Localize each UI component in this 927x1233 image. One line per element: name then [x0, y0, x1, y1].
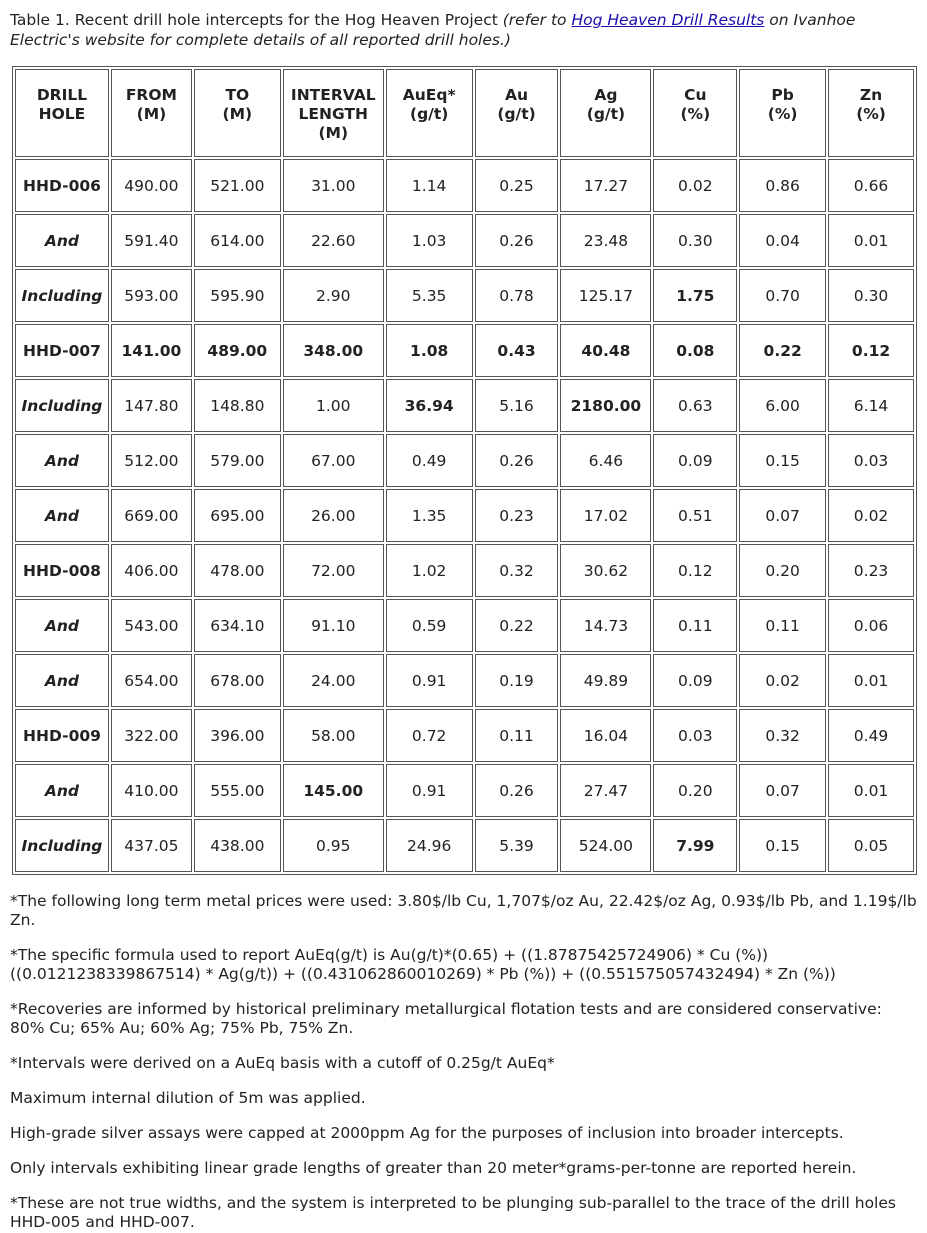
aueq-cell: 1.35	[386, 489, 473, 542]
from-cell: 410.00	[111, 764, 192, 817]
interval-length-cell: 0.95	[283, 819, 384, 872]
footnote: *Intervals were derived on a AuEq basis with a cutoff of 0.25g/t AuEq*	[10, 1054, 555, 1072]
ag-cell: 17.02	[560, 489, 651, 542]
ag-cell: 6.46	[560, 434, 651, 487]
au-cell: 5.39	[475, 819, 559, 872]
from-cell: 512.00	[111, 434, 192, 487]
table-row	[15, 159, 914, 212]
table-row	[15, 324, 914, 377]
header-line: Pb	[771, 86, 794, 104]
interval-qualifier-cell: Including	[15, 379, 109, 432]
interval-qualifier-cell: And	[15, 489, 109, 542]
header-line: Ag	[594, 86, 618, 104]
au-cell: 0.43	[475, 324, 559, 377]
au-cell: 0.25	[475, 159, 559, 212]
cu-cell: 0.09	[653, 654, 737, 707]
drill-hole-cell: HHD-007	[15, 324, 109, 377]
to-cell: 595.90	[194, 269, 281, 322]
caption-note-start: (refer to	[502, 11, 572, 29]
header-line: (%)	[856, 105, 886, 123]
pb-cell: 0.07	[739, 764, 826, 817]
table-body	[15, 159, 914, 872]
cu-cell: 0.12	[653, 544, 737, 597]
from-cell: 437.05	[111, 819, 192, 872]
table-row	[15, 599, 914, 652]
cu-cell: 0.11	[653, 599, 737, 652]
table-row	[15, 819, 914, 872]
header-line: (g/t)	[497, 105, 536, 123]
interval-length-cell: 91.10	[283, 599, 384, 652]
interval-length-cell: 348.00	[283, 324, 384, 377]
header-drill-hole	[15, 69, 109, 157]
au-cell: 5.16	[475, 379, 559, 432]
from-cell: 591.40	[111, 214, 192, 267]
caption-note-end: on Ivanhoe Electric's website for complete details of all reported drill holes.)	[10, 11, 856, 49]
interval-length-cell: 145.00	[283, 764, 384, 817]
drill-hole-cell: HHD-009	[15, 709, 109, 762]
from-cell: 669.00	[111, 489, 192, 542]
aueq-cell: 1.03	[386, 214, 473, 267]
aueq-cell: 0.72	[386, 709, 473, 762]
au-cell: 0.78	[475, 269, 559, 322]
pb-cell: 0.15	[739, 819, 826, 872]
pb-cell: 0.11	[739, 599, 826, 652]
header-line: LENGTH	[298, 105, 368, 123]
cu-cell: 0.30	[653, 214, 737, 267]
from-cell: 543.00	[111, 599, 192, 652]
table-row	[15, 434, 914, 487]
header-from	[111, 69, 192, 157]
zn-cell: 0.01	[828, 764, 914, 817]
interval-length-cell: 24.00	[283, 654, 384, 707]
pb-cell: 6.00	[739, 379, 826, 432]
zn-cell: 0.06	[828, 599, 914, 652]
header-line: INTERVAL	[290, 86, 376, 104]
ag-cell: 27.47	[560, 764, 651, 817]
au-cell: 0.26	[475, 764, 559, 817]
au-cell: 0.22	[475, 599, 559, 652]
drill-hole-cell: HHD-006	[15, 159, 109, 212]
aueq-cell: 1.08	[386, 324, 473, 377]
ag-cell: 23.48	[560, 214, 651, 267]
pb-cell: 0.02	[739, 654, 826, 707]
aueq-cell: 0.91	[386, 654, 473, 707]
table-row	[15, 764, 914, 817]
pb-cell: 0.32	[739, 709, 826, 762]
from-cell: 593.00	[111, 269, 192, 322]
to-cell: 555.00	[194, 764, 281, 817]
cu-cell: 0.51	[653, 489, 737, 542]
from-cell: 141.00	[111, 324, 192, 377]
aueq-cell: 5.35	[386, 269, 473, 322]
table-header-row	[15, 69, 914, 157]
au-cell: 0.11	[475, 709, 559, 762]
to-cell: 478.00	[194, 544, 281, 597]
aueq-cell: 1.02	[386, 544, 473, 597]
header-to	[194, 69, 281, 157]
header-line: Au	[505, 86, 529, 104]
table-row	[15, 269, 914, 322]
au-cell: 0.26	[475, 214, 559, 267]
ag-cell: 125.17	[560, 269, 651, 322]
interval-qualifier-cell: And	[15, 764, 109, 817]
header-line: HOLE	[38, 105, 86, 123]
aueq-cell: 0.59	[386, 599, 473, 652]
zn-cell: 0.01	[828, 214, 914, 267]
footnote: High-grade silver assays were capped at 2000ppm Ag for the purposes of inclusion into broader intercepts.	[10, 1124, 844, 1142]
pb-cell: 0.04	[739, 214, 826, 267]
interval-qualifier-cell: Including	[15, 269, 109, 322]
zn-cell: 0.12	[828, 324, 914, 377]
to-cell: 438.00	[194, 819, 281, 872]
interval-length-cell: 22.60	[283, 214, 384, 267]
zn-cell: 0.66	[828, 159, 914, 212]
zn-cell: 0.49	[828, 709, 914, 762]
aueq-cell: 0.49	[386, 434, 473, 487]
header-line: FROM	[125, 86, 177, 104]
from-cell: 654.00	[111, 654, 192, 707]
au-cell: 0.32	[475, 544, 559, 597]
interval-qualifier-cell: And	[15, 214, 109, 267]
zn-cell: 0.30	[828, 269, 914, 322]
ag-cell: 17.27	[560, 159, 651, 212]
aueq-cell: 0.91	[386, 764, 473, 817]
pb-cell: 0.70	[739, 269, 826, 322]
footnote: *The following long term metal prices were used: 3.80$/lb Cu, 1,707$/oz Au, 22.42$/oz Ag, 0.93$/lb Pb, and 1.19$/lb Zn.	[10, 892, 917, 929]
au-cell: 0.26	[475, 434, 559, 487]
table-row	[15, 709, 914, 762]
interval-length-cell: 67.00	[283, 434, 384, 487]
to-cell: 634.10	[194, 599, 281, 652]
interval-length-cell: 1.00	[283, 379, 384, 432]
ag-cell: 40.48	[560, 324, 651, 377]
to-cell: 489.00	[194, 324, 281, 377]
header-line: (M)	[222, 105, 253, 123]
cu-cell: 0.03	[653, 709, 737, 762]
header-line: (%)	[767, 105, 798, 123]
table-row	[15, 489, 914, 542]
pb-cell: 0.22	[739, 324, 826, 377]
interval-length-cell: 58.00	[283, 709, 384, 762]
to-cell: 695.00	[194, 489, 281, 542]
interval-length-cell: 26.00	[283, 489, 384, 542]
table-row	[15, 544, 914, 597]
zn-cell: 0.01	[828, 654, 914, 707]
header-interval-length	[283, 69, 384, 157]
aueq-cell: 36.94	[386, 379, 473, 432]
interval-qualifier-cell: And	[15, 599, 109, 652]
pb-cell: 0.07	[739, 489, 826, 542]
ag-cell: 30.62	[560, 544, 651, 597]
from-cell: 406.00	[111, 544, 192, 597]
table-row	[15, 654, 914, 707]
interval-qualifier-cell: Including	[15, 819, 109, 872]
header-zn	[828, 69, 914, 157]
ag-cell: 49.89	[560, 654, 651, 707]
table-caption	[10, 10, 917, 50]
interval-qualifier-cell: And	[15, 654, 109, 707]
header-ag	[560, 69, 651, 157]
ag-cell: 14.73	[560, 599, 651, 652]
drill-results-link[interactable]: Hog Heaven Drill Results	[571, 11, 765, 29]
aueq-cell: 1.14	[386, 159, 473, 212]
to-cell: 579.00	[194, 434, 281, 487]
interval-qualifier-cell: And	[15, 434, 109, 487]
ag-cell: 2180.00	[560, 379, 651, 432]
header-aueq	[386, 69, 473, 157]
cu-cell: 0.20	[653, 764, 737, 817]
header-cu	[653, 69, 737, 157]
zn-cell: 6.14	[828, 379, 914, 432]
cu-cell: 1.75	[653, 269, 737, 322]
pb-cell: 0.15	[739, 434, 826, 487]
aueq-cell: 24.96	[386, 819, 473, 872]
header-line: (M)	[318, 124, 349, 142]
header-line: DRILL	[36, 86, 88, 104]
interval-length-cell: 31.00	[283, 159, 384, 212]
to-cell: 678.00	[194, 654, 281, 707]
header-line: (M)	[136, 105, 167, 123]
drill-intercepts-table	[12, 66, 917, 875]
footnote: *These are not true widths, and the system is interpreted to be plunging sub-parallel to the trace of the drill holes HHD-005 and HHD-007.	[10, 1194, 896, 1231]
caption-title: Table 1. Recent drill hole intercepts for the Hog Heaven Project	[10, 11, 503, 29]
footnote: *Recoveries are informed by historical preliminary metallurgical flotation tests and are considered conservative: 80% Cu; 65% Au; 60% Ag; 75% Pb, 75% Zn.	[10, 1000, 882, 1037]
table-row	[15, 379, 914, 432]
header-au	[475, 69, 559, 157]
footnote: Only intervals exhibiting linear grade lengths of greater than 20 meter*grams-per-tonne are reported herein.	[10, 1159, 857, 1177]
footnote: *The specific formula used to report AuEq(g/t) is Au(g/t)*(0.65) + ((1.87875425724906) * Cu (%)) ((0.0121238339867514) * Ag(g/t)) + ((0.431062860010269) * Pb (%)) + ((0.551575057432494) * Zn (%))	[10, 946, 836, 983]
zn-cell: 0.03	[828, 434, 914, 487]
header-line: Zn	[859, 86, 883, 104]
to-cell: 521.00	[194, 159, 281, 212]
cu-cell: 0.63	[653, 379, 737, 432]
interval-length-cell: 2.90	[283, 269, 384, 322]
cu-cell: 0.09	[653, 434, 737, 487]
from-cell: 147.80	[111, 379, 192, 432]
cu-cell: 0.08	[653, 324, 737, 377]
footnote: Maximum internal dilution of 5m was applied.	[10, 1089, 366, 1107]
zn-cell: 0.05	[828, 819, 914, 872]
from-cell: 322.00	[111, 709, 192, 762]
au-cell: 0.23	[475, 489, 559, 542]
header-line: Cu	[684, 86, 707, 104]
to-cell: 614.00	[194, 214, 281, 267]
table-footnotes	[10, 892, 917, 1232]
interval-length-cell: 72.00	[283, 544, 384, 597]
header-line: TO	[225, 86, 250, 104]
header-line: (%)	[680, 105, 711, 123]
ag-cell: 524.00	[560, 819, 651, 872]
au-cell: 0.19	[475, 654, 559, 707]
table-row	[15, 214, 914, 267]
zn-cell: 0.23	[828, 544, 914, 597]
header-line: AuEq*	[402, 86, 456, 104]
cu-cell: 7.99	[653, 819, 737, 872]
to-cell: 148.80	[194, 379, 281, 432]
header-line: (g/t)	[409, 105, 449, 123]
cu-cell: 0.02	[653, 159, 737, 212]
header-pb	[739, 69, 826, 157]
to-cell: 396.00	[194, 709, 281, 762]
zn-cell: 0.02	[828, 489, 914, 542]
header-line: (g/t)	[586, 105, 626, 123]
drill-hole-cell: HHD-008	[15, 544, 109, 597]
pb-cell: 0.86	[739, 159, 826, 212]
from-cell: 490.00	[111, 159, 192, 212]
pb-cell: 0.20	[739, 544, 826, 597]
ag-cell: 16.04	[560, 709, 651, 762]
